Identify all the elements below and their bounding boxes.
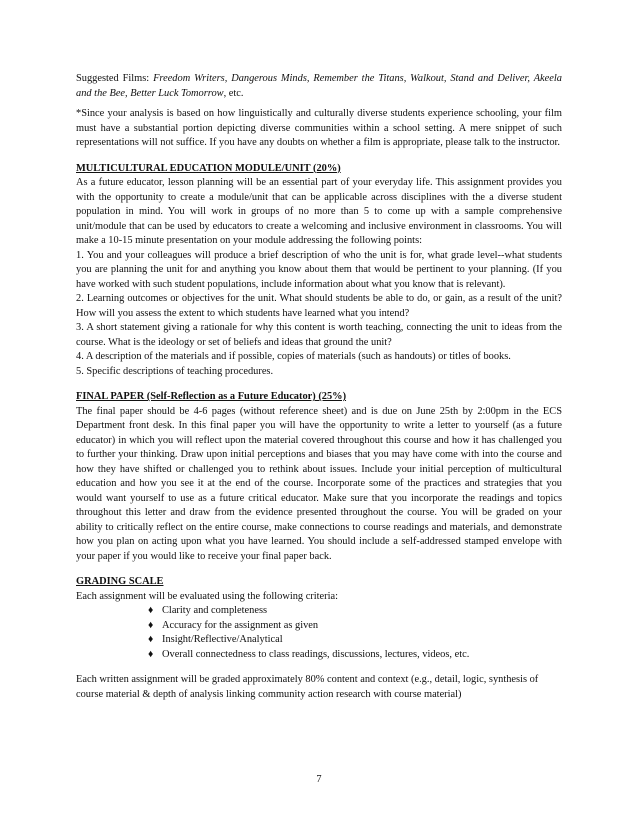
multicultural-point-1: 1. You and your colleagues will produce a brief description of who the unit is for, what grade level--what students you are planning the unit for and anything you know about them that would be pertinent to your planning. (If you have worked with such student populations, include information about what you know that is relevant).: [76, 249, 562, 290]
films-suffix: , etc.: [223, 87, 244, 99]
multicultural-heading: MULTICULTURAL EDUCATION MODULE/UNIT (20%): [76, 162, 341, 174]
suggested-films: [76, 72, 562, 101]
diamond-bullet-icon: ♦: [148, 634, 154, 645]
films-label: Suggested Films:: [76, 73, 154, 84]
criterion-text: Clarity and completeness: [162, 605, 268, 616]
criterion-text: Accuracy for the assignment as given: [162, 619, 319, 631]
diamond-bullet-icon: ♦: [148, 619, 154, 631]
list-item: [148, 648, 562, 663]
multicultural-point-2: 2. Learning outcomes or objectives for the unit. What should students be able to do, or gain, as a result of the unit? How will you assess the extent to which students have learned what you intend?: [76, 293, 562, 319]
multicultural-intro: As a future educator, lesson planning will be an essential part of your everyday life. This assignment provides you with the opportunity to create a module/unit that can be applicable across disciplines with the a diverse student population in mind. You will work in groups of no more than 5 to come up with a sample comprehensive unit/module that can be used by educators to create a welcoming and inclusive environment in classrooms. You will make a 10-15 minute presentation on your module addressing the following points:: [76, 177, 562, 246]
final-paper-heading: FINAL PAPER (Self-Reflection as a Future Educator) (25%): [76, 391, 347, 402]
multicultural-point-3: 3. A short statement giving a rationale for why this content is worth teaching, connecting the unit to ideas from the course. What is the ideology or set of beliefs and ideas that ground the unit?: [76, 322, 562, 348]
final-paper-body: The final paper should be 4-6 pages (without reference sheet) and is due on June 25th by 2:00pm in the ECS Department front desk. In this final paper you will have the opportunity to write a letter to yourself (as a future educator) in which you will reflect upon the material covered throughout this course and how it has challenged you to further your thinking. Draw upon initial perceptions and biases that you may have come with into the course and how they have shifted or challenged you to rethink about issues. Include your initial perception of multicultural education and how you see it at the end of the course. Incorporate some of the practices and strategies that you would want yourself to use as a future critical educator. Make sure that you incorporate the readings and topics throughout this letter and draw from the evidence presented throughout the course. You will be graded on your ability to critically reflect on the entire course, make connections to course readings and materials, and demonstrate how you plan on acting upon what you have learned. You should include a self-addressed stamped envelope with your paper if you would like to receive your final paper back.: [76, 405, 562, 562]
grading-intro: Each assignment will be evaluated using the following criteria:: [76, 590, 338, 602]
criterion-text: Insight/Reflective/Analytical: [162, 634, 283, 645]
list-item: [148, 619, 562, 634]
list-item: [148, 604, 562, 619]
diamond-bullet-icon: ♦: [148, 605, 154, 616]
multicultural-point-4: 4. A description of the materials and if possible, copies of materials (such as handouts) or titles of books.: [76, 351, 511, 362]
criteria-list: [76, 604, 562, 662]
films-titles: Freedom Writers, Dangerous Minds, Remember the Titans, Walkout, Stand and Deliver, Akeela and the Bee, Better Luck Tomorrow: [76, 73, 562, 99]
diamond-bullet-icon: ♦: [148, 648, 154, 660]
criterion-text: Overall connectedness to class readings, discussions, lectures, videos, etc.: [162, 648, 470, 660]
grading-heading: GRADING SCALE: [76, 576, 164, 587]
list-item: [148, 633, 562, 648]
page-content: [76, 72, 562, 702]
multicultural-point-5: 5. Specific descriptions of teaching procedures.: [76, 365, 274, 377]
film-note: *Since your analysis is based on how linguistically and culturally diverse students experience schooling, your film must have a substantial portion depicting diverse communities within a school setting. A mere snippet of such representations will not suffice. If you have any doubts on whether a film is appropriate, please talk to the instructor.: [76, 108, 562, 148]
grading-closing: Each written assignment will be graded approximately 80% content and context (e.g., detail, logic, synthesis of course material & depth of analysis linking community action research with course material): [76, 674, 539, 700]
page-number: 7: [316, 774, 322, 785]
